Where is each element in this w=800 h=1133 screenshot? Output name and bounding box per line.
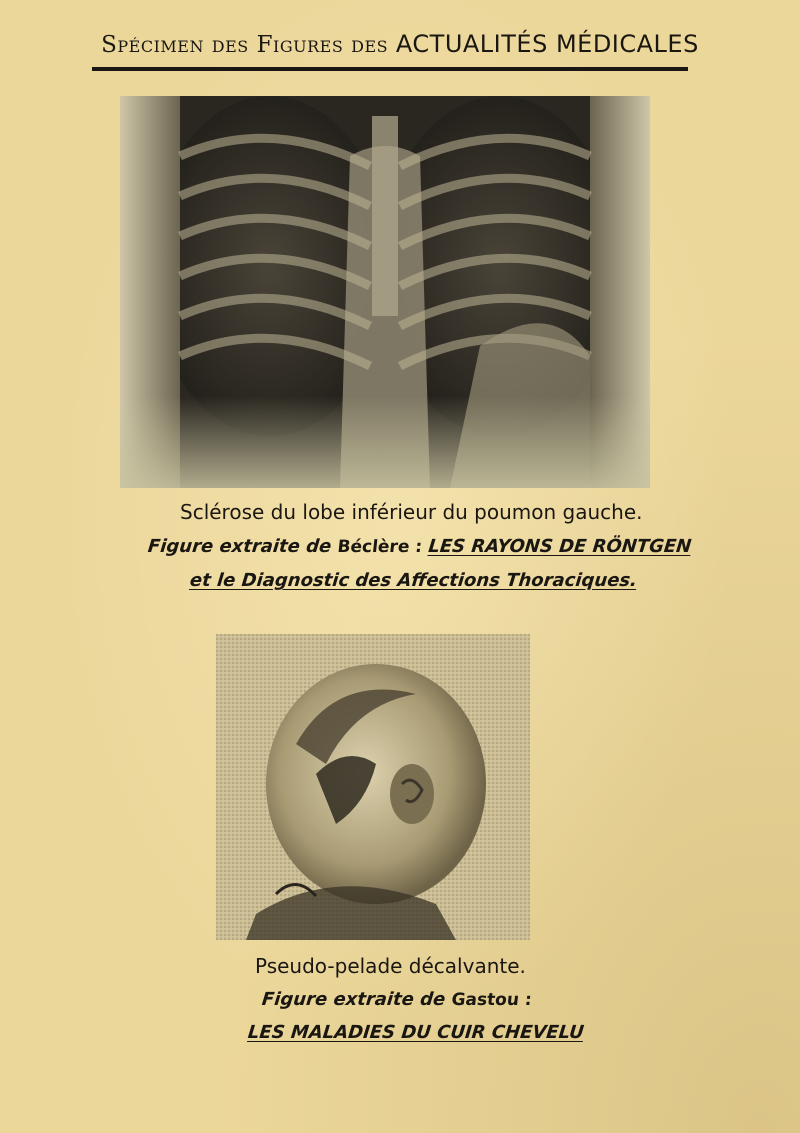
figure1-source-line2 (189, 570, 638, 591)
figure2-source-line1 (261, 989, 533, 1010)
figure1-author: Béclère : (336, 537, 424, 557)
figure2-author: Gastou : (450, 990, 533, 1010)
figure1-book-title: LES RAYONS DE RÖNTGEN (427, 536, 693, 557)
figure1-source-prefix: Figure extraite de (146, 536, 333, 557)
figure2-book-title: LES MALADIES DU CUIR CHEVELU (246, 1022, 585, 1043)
figure2-source-prefix: Figure extraite de (260, 989, 447, 1010)
header-title-part2: ACTUALITÉS MÉDICALES (395, 30, 699, 58)
figure1-source-line1 (147, 536, 693, 557)
figure1-book-subtitle: et le Diagnostic des Affections Thoraciques. (188, 570, 639, 591)
header-rule (92, 67, 688, 71)
figure1-caption: Sclérose du lobe inférieur du poumon gauche. (180, 500, 643, 524)
page-header (0, 30, 800, 58)
figure2-source-line2 (247, 1022, 585, 1043)
header-title-part1: Spécimen des Figures des (101, 32, 389, 58)
scalp-photograph-image (216, 634, 530, 940)
figure2-caption: Pseudo-pelade décalvante. (255, 954, 526, 978)
chest-xray-image (120, 96, 650, 488)
